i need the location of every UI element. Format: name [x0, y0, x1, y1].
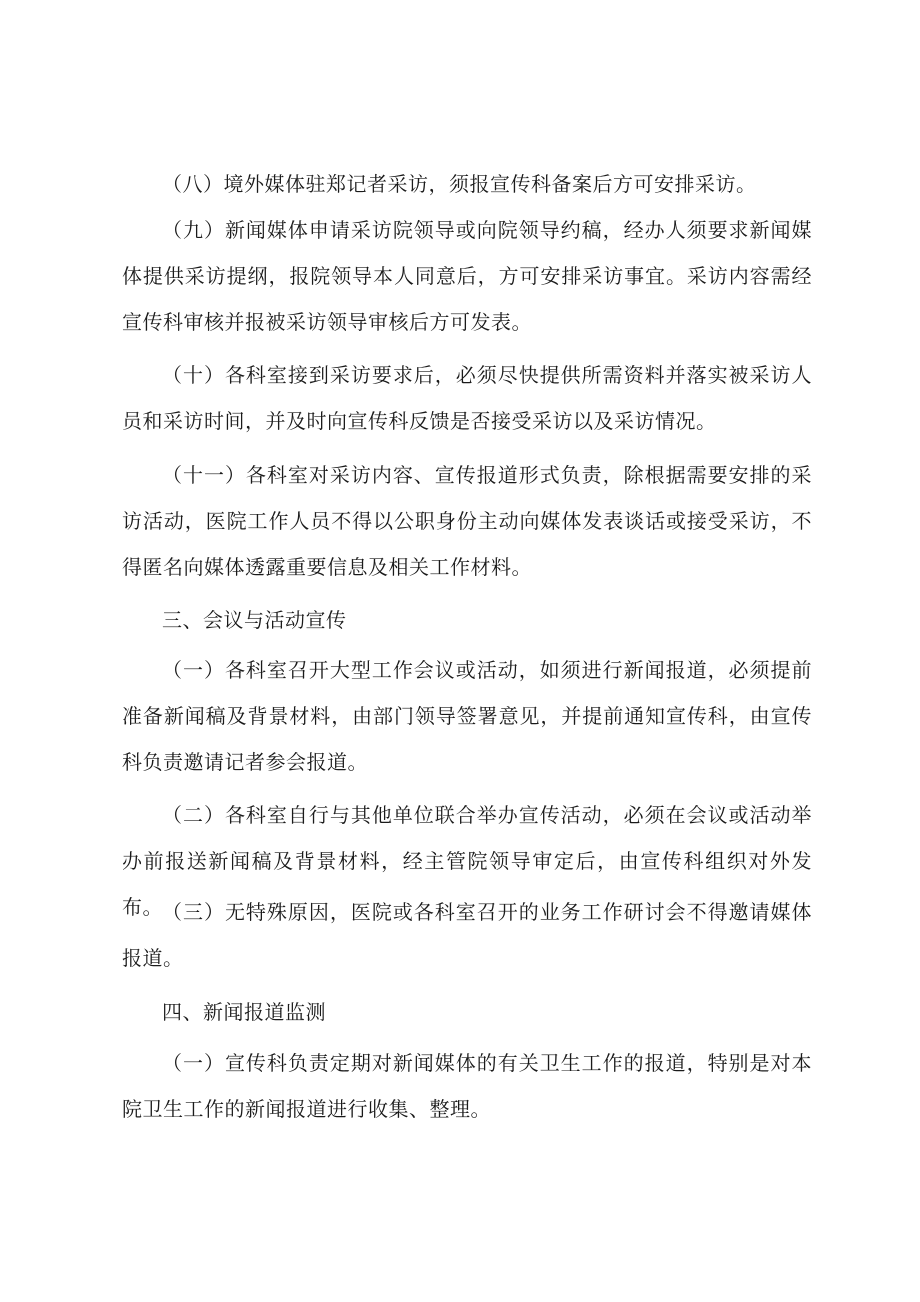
paragraph-10: （十）各科室接到采访要求后，必须尽快提供所需资料并落实被采访人员和采访时间，并及时向宣传科反馈是否接受采访以及采访情况。 — [122, 363, 812, 433]
paragraph-3-2: （二）各科室自行与其他单位联合举办宣传活动，必须在会议或活动举办前报送新闻稿及背景材料，经主管院领导审定后，由宣传科组织对外发布。 — [122, 803, 812, 919]
section-heading-4: 四、新闻报道监测 — [162, 1000, 326, 1024]
paragraph-9: （九）新闻媒体申请采访院领导或向院领导约稿，经办人须要求新闻媒体提供采访提纲，报院领导本人同意后，方可安排采访事宜。采访内容需经宣传科审核并报被采访领导审核后方可发表。 — [122, 218, 812, 334]
paragraph-4-1: （一）宣传科负责定期对新闻媒体的有关卫生工作的报道，特别是对本院卫生工作的新闻报道进行收集、整理。 — [122, 1051, 812, 1121]
section-heading-3: 三、会议与活动宣传 — [162, 608, 347, 632]
paragraph-8: （八）境外媒体驻郑记者采访，须报宣传科备案后方可安排采访。 — [162, 172, 757, 196]
paragraph-3-1: （一）各科室召开大型工作会议或活动，如须进行新闻报道，必须提前准备新闻稿及背景材料，由部门领导签署意见，并提前通知宣传科，由宣传科负责邀请记者参会报道。 — [122, 658, 812, 774]
paragraph-3-3: （三）无特殊原因，医院或各科室召开的业务工作研讨会不得邀请媒体报道。 — [122, 900, 812, 970]
paragraph-11: （十一）各科室对采访内容、宣传报道形式负责，除根据需要安排的采访活动，医院工作人员不得以公职身份主动向媒体发表谈话或接受采访，不得匿名向媒体透露重要信息及相关工作材料。 — [122, 463, 812, 579]
